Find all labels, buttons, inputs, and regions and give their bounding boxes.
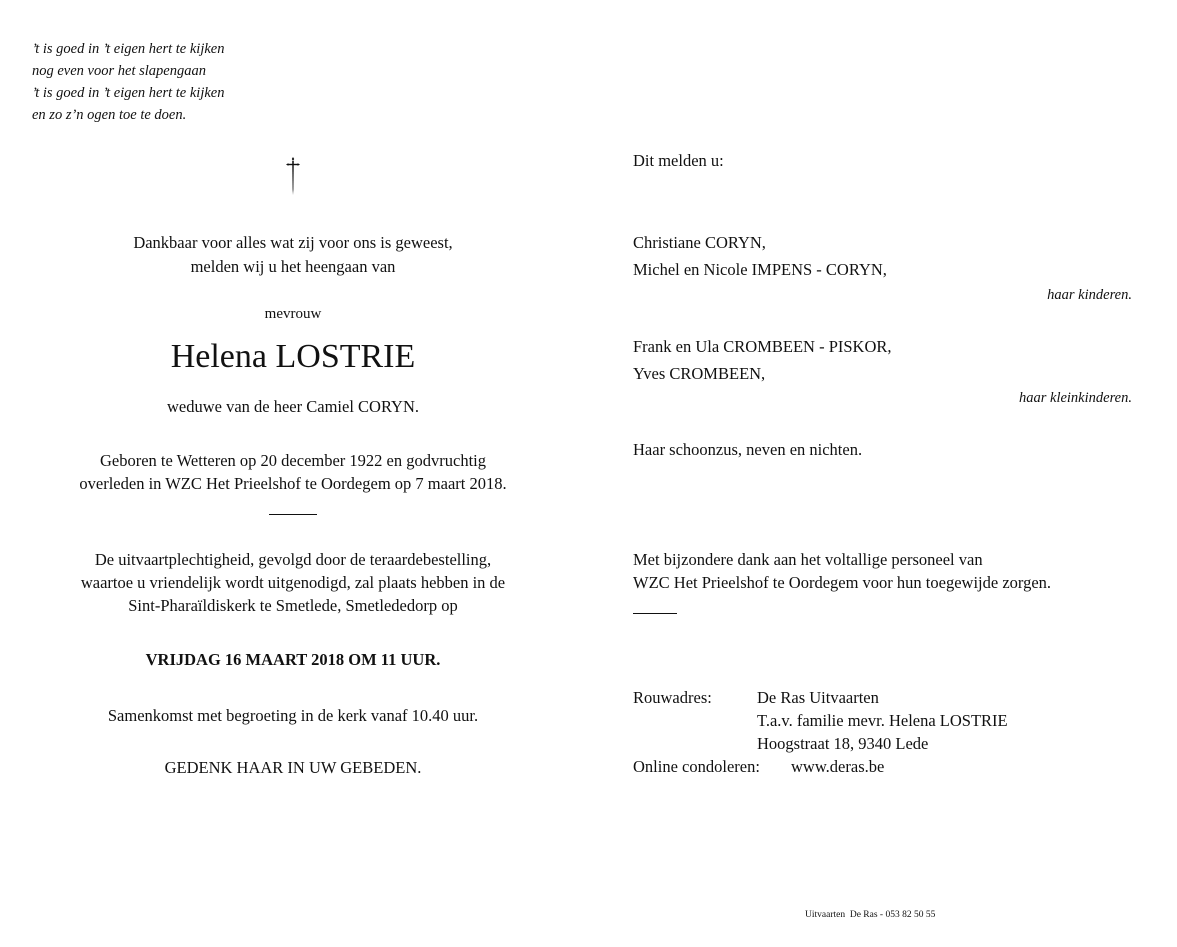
poem-line: ’t is goed in ’t eigen hert te kijken [32, 85, 225, 101]
address-line: Hoogstraat 18, 9340 Lede [757, 734, 929, 753]
death-line: overleden in WZC Het Prieelshof te Oordegem op 7 maart 2018. [79, 474, 507, 493]
address-line: De Ras Uitvaarten [757, 688, 879, 707]
birth-line: Geboren te Wetteren op 20 december 1922 en godvruchtig [100, 451, 486, 470]
address-label: Rouwadres: [633, 688, 712, 707]
online-label: Online condoleren: [633, 757, 760, 776]
intro-line: melden wij u het heengaan van [190, 257, 396, 276]
thanks-line: Met bijzondere dank aan het voltallige personeel van [633, 550, 983, 569]
deceased-name: Helena LOSTRIE [170, 338, 416, 375]
poem-line: nog even voor het slapengaan [32, 63, 206, 79]
grandchild-name: Yves CROMBEEN, [633, 364, 766, 383]
widow-line: weduwe van de heer Camiel CORYN. [166, 397, 420, 416]
address-line: T.a.v. familie mevr. Helena LOSTRIE [757, 711, 1008, 730]
poem [32, 38, 224, 126]
family-line: Haar schoonzus, neven en nichten. [633, 440, 863, 459]
divider [0, 500, 586, 520]
grandchild-name: Frank en Ula CROMBEEN - PISKOR, [633, 337, 892, 356]
funeral-line: Sint-Pharaïldiskerk te Smetlede, Smetlededorp op [128, 596, 458, 615]
funeral-date: VRIJDAG 16 MAART 2018 OM 11 UUR. [145, 650, 441, 669]
intro-line: Dankbaar voor alles wat zij voor ons is geweest, [133, 233, 453, 252]
honorific: mevrouw [264, 306, 322, 322]
announce-heading: Dit melden u: [633, 151, 724, 170]
child-name: Michel en Nicole IMPENS - CORYN, [633, 260, 887, 279]
funeral-line: De uitvaartplechtigheid, gevolgd door de teraardebestelling, [94, 550, 492, 569]
footer-credit: Uitvaarten De Ras - 053 82 50 55 [805, 910, 936, 920]
grandchildren-label: haar kleinkinderen. [1018, 390, 1132, 406]
poem-line: ’t is goed in ’t eigen hert te kijken [32, 41, 225, 57]
poem-line: en zo z’n ogen toe te doen. [32, 107, 187, 123]
cross-icon [283, 155, 303, 197]
online-url[interactable]: www.deras.be [791, 757, 885, 776]
children-label: haar kinderen. [1047, 287, 1132, 303]
gathering-line: Samenkomst met begroeting in de kerk vanaf 10.40 uur. [107, 706, 479, 725]
child-name: Christiane CORYN, [633, 233, 766, 252]
remember-line: GEDENK HAAR IN UW GEBEDEN. [164, 758, 422, 777]
funeral-line: waartoe u vriendelijk wordt uitgenodigd, zal plaats hebben in de [80, 573, 506, 592]
thanks-line: WZC Het Prieelshof te Oordegem voor hun toegewijde zorgen. [633, 573, 1052, 592]
divider [633, 599, 677, 619]
